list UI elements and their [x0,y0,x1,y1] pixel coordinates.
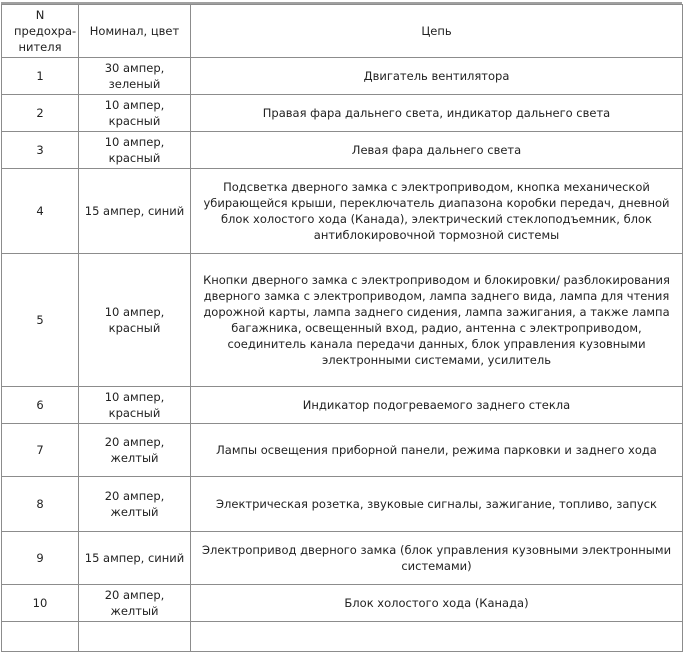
fuse-number: 7 [2,424,79,477]
fuse-number: 8 [2,477,79,532]
fuse-number: 4 [2,169,79,254]
fuse-rating: 10 ампер, красный [79,132,191,169]
fuse-number [2,622,79,652]
fuse-circuit: Электрическая розетка, звуковые сигналы, зажигание, топливо, запуск [191,477,683,532]
table-row [2,95,683,132]
table-row [2,532,683,585]
table-row [2,477,683,532]
fuse-circuit: Правая фара дальнего света, индикатор дальнего света [191,95,683,132]
table-row [2,387,683,424]
table-row [2,132,683,169]
header-fuse-number: N предохра-нителя [2,5,79,58]
table-row [2,424,683,477]
fuse-number: 6 [2,387,79,424]
table-row-partial [2,622,683,652]
fuse-table-container [1,2,682,652]
table-row [2,585,683,622]
fuse-circuit: Подсветка дверного замка с электроприводом, кнопка механической убирающейся крыши, переключатель диапазона коробки передач, дневной блок холостого хода (Канада), электрический стеклоподъемник, блок антиблокировочной тормозной системы [191,169,683,254]
fuse-rating: 10 ампер, красный [79,387,191,424]
header-rating-color: Номинал, цвет [79,5,191,58]
fuse-rating: 20 ампер, желтый [79,477,191,532]
fuse-number: 5 [2,254,79,387]
fuse-rating [79,622,191,652]
table-row [2,254,683,387]
fuse-rating: 20 ампер, желтый [79,585,191,622]
fuse-rating: 10 ампер, красный [79,254,191,387]
fuse-circuit: Кнопки дверного замка с электроприводом и блокировки/ разблокирования дверного замка с электроприводом, лампа заднего вида, лампа для чтения дорожной карты, лампа заднего сидения, лампа зажигания, а также лампа багажника, освещенный вход, радио, антенна с электроприводом, соединитель канала передачи данных, блок управления кузовными электронными системами, усилитель [191,254,683,387]
fuse-circuit: Лампы освещения приборной панели, режима парковки и заднего хода [191,424,683,477]
fuse-circuit: Двигатель вентилятора [191,58,683,95]
fuse-circuit: Блок холостого хода (Канада) [191,585,683,622]
fuse-number: 2 [2,95,79,132]
fuse-circuit: Левая фара дальнего света [191,132,683,169]
fuse-number: 10 [2,585,79,622]
fuse-circuit [191,622,683,652]
fuse-table [1,4,683,652]
header-row [2,5,683,58]
fuse-rating: 15 ампер, синий [79,532,191,585]
table-row [2,169,683,254]
fuse-circuit: Электропривод дверного замка (блок управления кузовными электронными системами) [191,532,683,585]
fuse-rating: 10 ампер, красный [79,95,191,132]
fuse-number: 3 [2,132,79,169]
fuse-rating: 15 ампер, синий [79,169,191,254]
fuse-rating: 30 ампер, зеленый [79,58,191,95]
table-row [2,58,683,95]
fuse-rating: 20 ампер, желтый [79,424,191,477]
fuse-circuit: Индикатор подогреваемого заднего стекла [191,387,683,424]
fuse-number: 9 [2,532,79,585]
fuse-number: 1 [2,58,79,95]
header-circuit: Цепь [191,5,683,58]
